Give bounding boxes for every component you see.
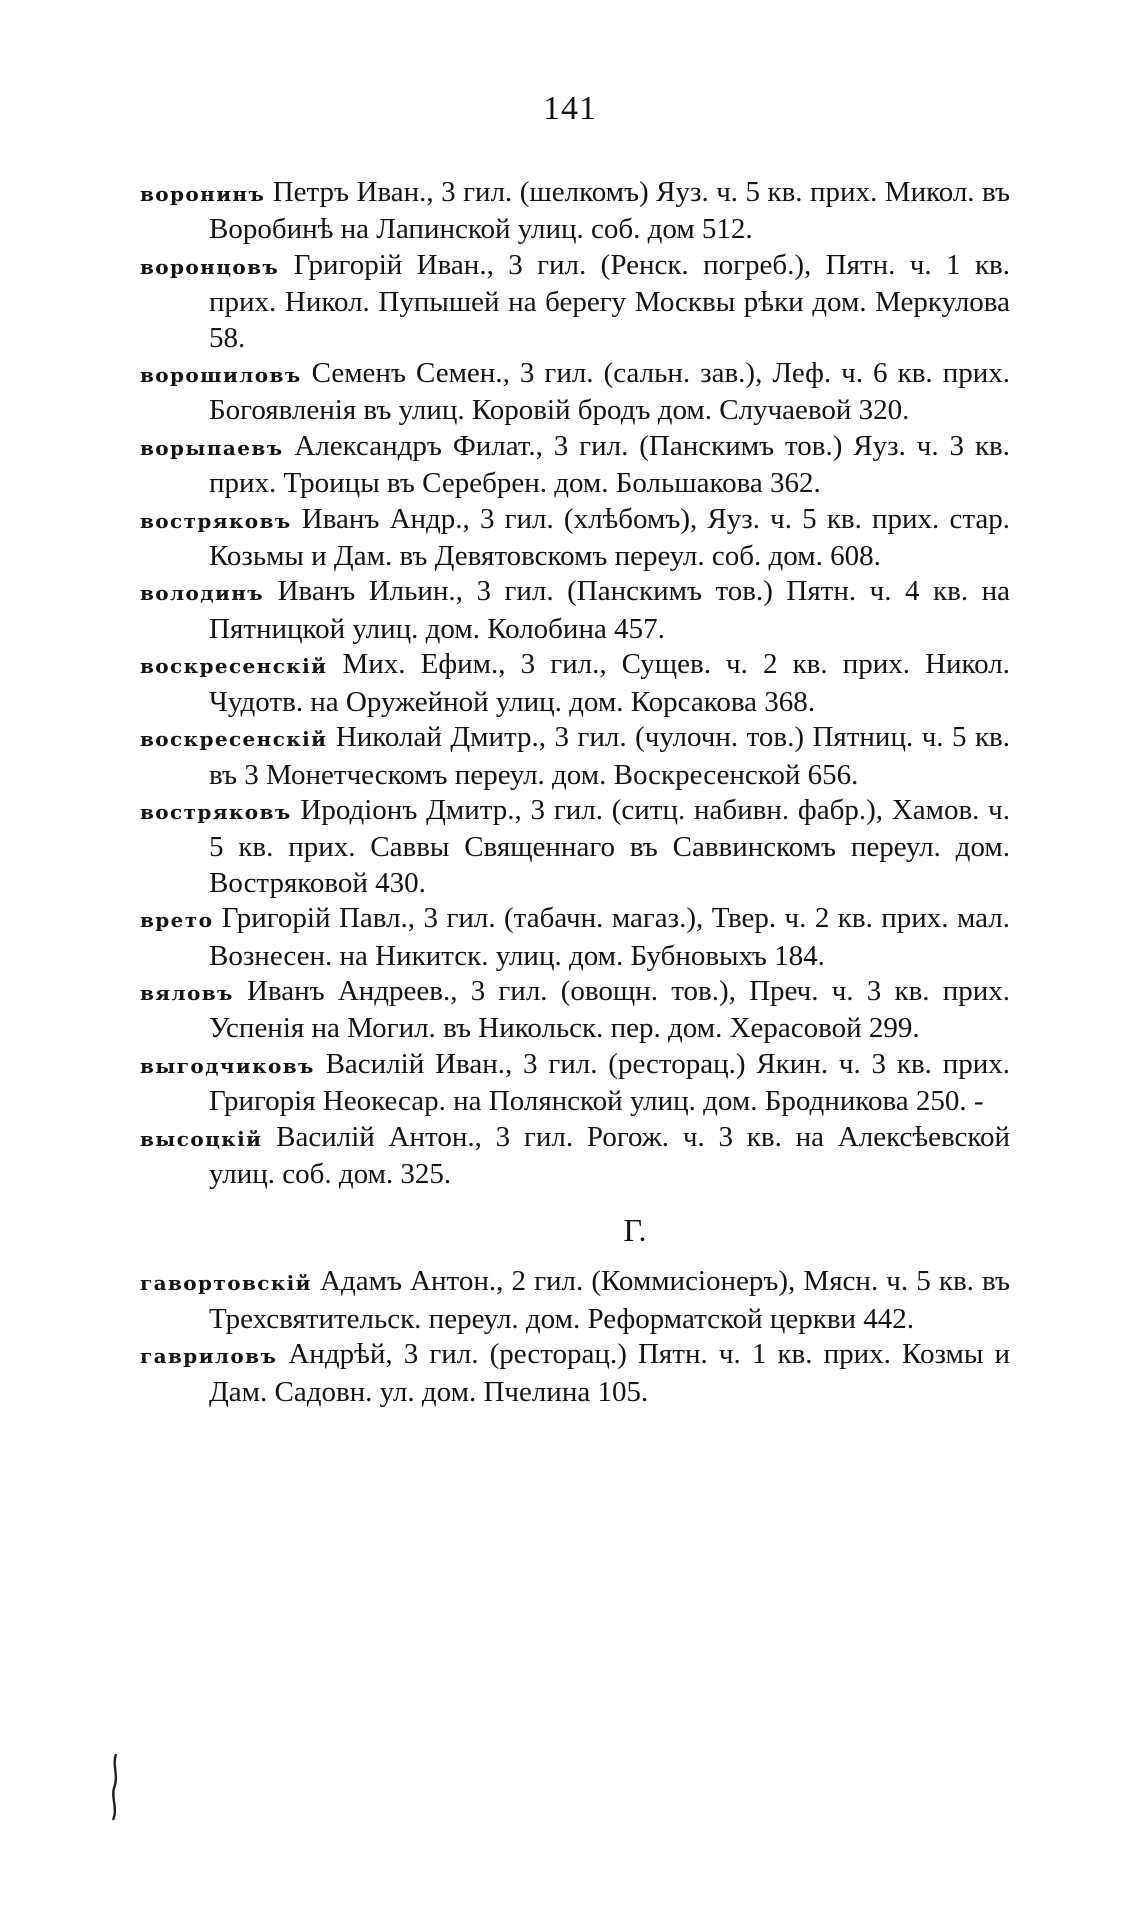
directory-entry	[140, 1120, 1010, 1193]
margin-mark-icon	[105, 1752, 125, 1822]
entry-surname: гавриловъ	[140, 1344, 278, 1369]
entry-text: Александръ Филат., 3 гил. (Панскимъ тов.) Яуз. ч. 3 кв. прих. Троицы въ Серебрен. дом. Большакова 362.	[209, 429, 1010, 500]
directory-entry	[140, 1047, 1010, 1120]
directory-entry	[140, 248, 1010, 356]
entry-text: Григорій Иван., 3 гил. (Ренск. погреб.), Пятн. ч. 1 кв. прих. Никол. Пупышей на берегу Москвы рѣки дом. Меркулова 58.	[209, 248, 1010, 354]
entry-surname: ворыпаевъ	[140, 435, 284, 460]
directory-entry	[140, 429, 1010, 502]
entry-text: Петръ Иван., 3 гил. (шелкомъ) Яуз. ч. 5 кв. прих. Микол. въ Воробинѣ на Лапинской улиц. соб. дом 512.	[209, 176, 1011, 246]
entry-surname: выгодчиковъ	[140, 1053, 315, 1078]
entry-surname: вяловъ	[140, 980, 234, 1005]
entry-surname: востряковъ	[140, 508, 292, 533]
directory-entry	[140, 574, 1010, 647]
entry-text: Григорій Павл., 3 гил. (табачн. магаз.), Твер. ч. 2 кв. прих. мал. Вознесен. на Никитск. улиц. дом. Бубновыхъ 184.	[209, 902, 1011, 972]
entry-text: Иродіонъ Дмитр., 3 гил. (ситц. набивн. фабр.), Хамов. ч. 5 кв. прих. Саввы Священнаго въ Саввинскомъ переул. дом. Востряковой 430.	[209, 793, 1010, 899]
entry-surname: володинъ	[140, 581, 265, 606]
entry-surname: ворошиловъ	[140, 363, 302, 388]
section-heading: Г.	[623, 1212, 647, 1249]
entry-surname: врето	[140, 908, 214, 933]
entry-text: Николай Дмитр., 3 гил. (чулочн. тов.) Пятниц. ч. 5 кв. въ 3 Монетческомъ переул. дом. Воскресенской 656.	[209, 721, 1010, 791]
entry-surname: воронцовъ	[140, 254, 280, 279]
entry-surname: востряковъ	[140, 799, 292, 824]
entry-surname: воскресенскій	[140, 654, 328, 679]
entry-surname: высоцкій	[140, 1126, 263, 1151]
entry-text: Семенъ Семен., 3 гил. (сальн. зав.), Леф. ч. 6 кв. прих. Богоявленія въ улиц. Коровій бродъ дом. Случаевой 320.	[209, 357, 1010, 427]
entry-text: Василій Иван., 3 гил. (ресторац.) Якин. ч. 3 кв. прих. Григорія Неокесар. на Полянской улиц. дом. Бродникова 250. -	[209, 1047, 1010, 1118]
entry-text: Адамъ Антон., 2 гил. (Коммисіонеръ), Мясн. ч. 5 кв. въ Трехсвятительск. переул. дом. Реформатской церкви 442.	[209, 1265, 1011, 1335]
directory-entries	[140, 175, 1010, 1410]
directory-entry	[140, 502, 1010, 575]
directory-entry	[140, 720, 1010, 793]
directory-entry	[140, 356, 1010, 429]
entry-surname: гавортовскій	[140, 1271, 312, 1296]
entry-text: Иванъ Андреев., 3 гил. (овощн. тов.), Преч. ч. 3 кв. прих. Успенія на Могил. въ Никольск. пер. дом. Херасовой 299.	[209, 974, 1011, 1045]
entry-text: Василій Антон., 3 гил. Рогож. ч. 3 кв. на Алексѣевской улиц. соб. дом. 325.	[209, 1120, 1011, 1190]
entry-text: Андрѣй, 3 гил. (ресторац.) Пятн. ч. 1 кв. прих. Козмы и Дам. Садовн. ул. дом. Пчелина 105.	[209, 1338, 1010, 1408]
directory-entry	[140, 647, 1010, 720]
entry-text: Иванъ Ильин., 3 гил. (Панскимъ тов.) Пятн. ч. 4 кв. на Пятницкой улиц. дом. Колобина 457.	[209, 575, 1010, 645]
entry-surname: воронинъ	[140, 182, 266, 206]
directory-entry	[140, 175, 1010, 248]
entry-surname: воскресенскій	[140, 727, 328, 752]
directory-entry	[140, 974, 1010, 1047]
directory-entry	[140, 1264, 1010, 1337]
entry-text: Иванъ Андр., 3 гил. (хлѣбомъ), Яуз. ч. 5 кв. прих. стар. Козьмы и Дам. въ Девятовскомъ переул. соб. дом. 608.	[209, 502, 1010, 573]
page-number: 141	[543, 90, 597, 127]
directory-entry	[140, 793, 1010, 901]
entry-text: Мих. Ефим., 3 гил., Сущев. ч. 2 кв. прих. Никол. Чудотв. на Оружейной улиц. дом. Корсакова 368.	[209, 648, 1010, 718]
directory-entry	[140, 901, 1010, 974]
directory-entry	[140, 1337, 1010, 1410]
